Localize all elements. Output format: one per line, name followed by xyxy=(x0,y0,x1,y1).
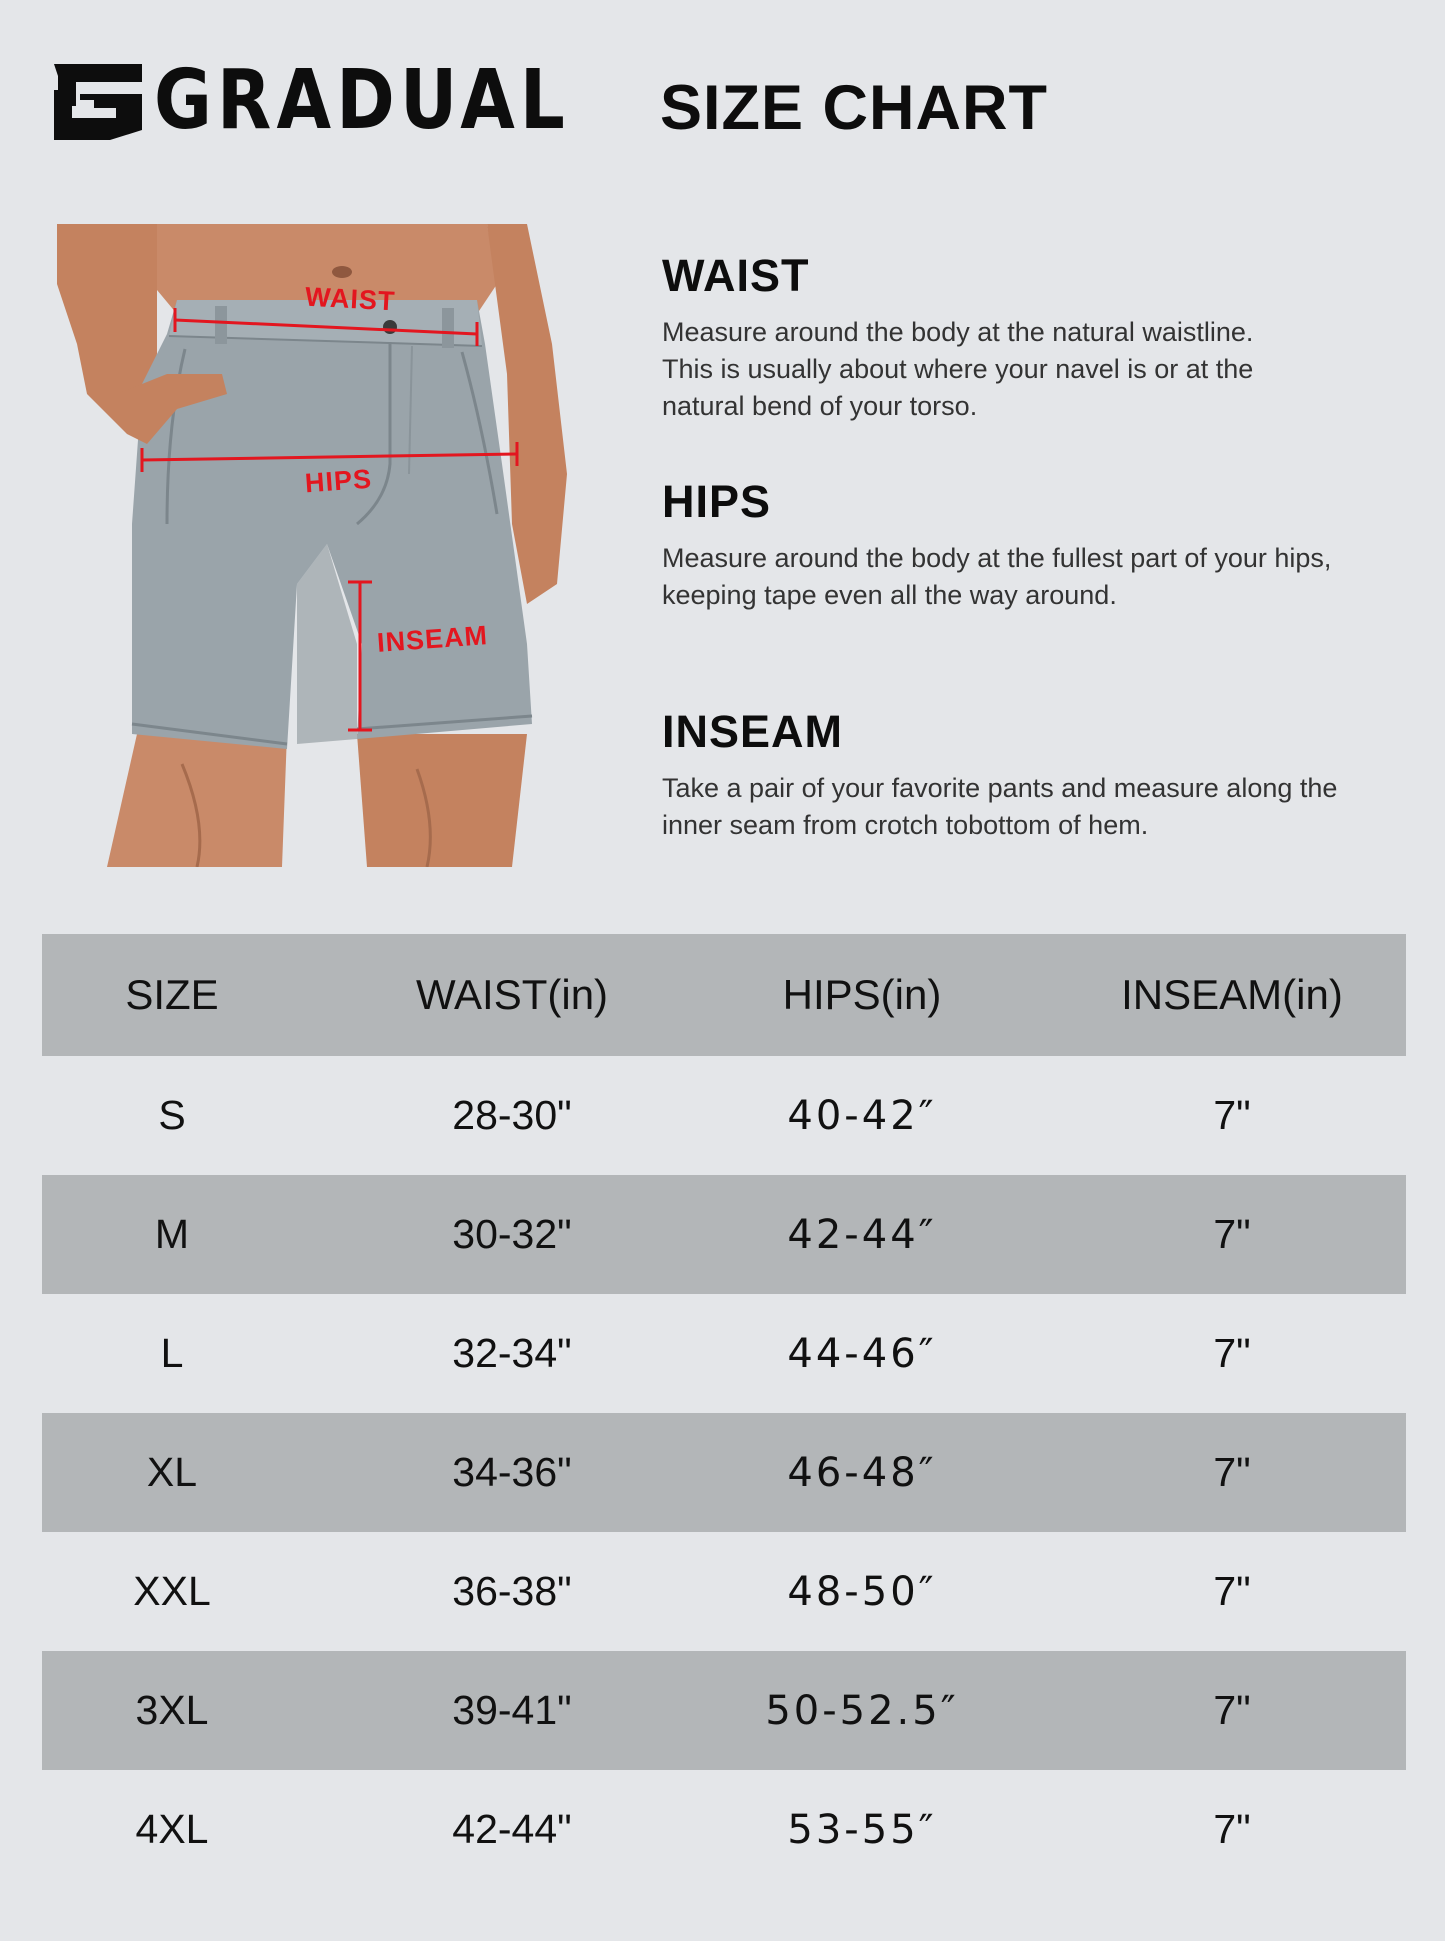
table-header-row xyxy=(42,934,1406,1056)
hips-measure-label: HIPS xyxy=(304,463,373,499)
inseam-cell: 7" xyxy=(1213,1568,1251,1614)
size-cell: 4XL xyxy=(135,1806,209,1852)
inseam-info-description xyxy=(662,770,1422,844)
table-row xyxy=(42,1056,1406,1175)
product-photo xyxy=(57,224,582,867)
table-row xyxy=(42,1294,1406,1413)
shorts-illustration xyxy=(57,224,582,867)
inseam-desc-line: Take a pair of your favorite pants and measure along the xyxy=(662,773,1338,803)
waist-info xyxy=(662,250,1422,425)
waist-cell: 30-32" xyxy=(452,1211,572,1257)
hips-cell: 50-52.5″ xyxy=(765,1687,959,1734)
size-cell: S xyxy=(158,1092,186,1138)
size-cell: M xyxy=(154,1211,190,1257)
inseam-info-title: INSEAM xyxy=(662,706,844,757)
waist-cell: 36-38" xyxy=(452,1568,572,1614)
waist-info-description xyxy=(662,314,1422,425)
hips-desc-line: Measure around the body at the fullest part of your hips, xyxy=(662,543,1332,573)
header-waist: WAIST(in) xyxy=(415,971,609,1018)
waist-info-title: WAIST xyxy=(662,250,810,301)
hips-cell: 40-42″ xyxy=(787,1092,937,1139)
table-row xyxy=(42,1532,1406,1651)
hips-info-title: HIPS xyxy=(662,476,772,527)
brand-name: GRADUAL xyxy=(154,53,571,148)
header-inseam: INSEAM(in) xyxy=(1121,971,1343,1018)
size-cell: 3XL xyxy=(135,1687,209,1733)
inseam-cell: 7" xyxy=(1213,1806,1251,1852)
waist-desc-line: Measure around the body at the natural waistline. xyxy=(662,317,1254,347)
waist-desc-line: This is usually about where your navel is or at the xyxy=(662,354,1254,384)
size-cell: XXL xyxy=(133,1568,211,1614)
table-row xyxy=(42,1651,1406,1770)
hips-cell: 44-46″ xyxy=(787,1330,937,1377)
inseam-cell: 7" xyxy=(1213,1449,1251,1495)
inseam-cell: 7" xyxy=(1213,1330,1251,1376)
hips-info xyxy=(662,476,1422,614)
header-hips: HIPS(in) xyxy=(782,971,942,1018)
header xyxy=(0,0,1445,200)
inseam-info xyxy=(662,706,1422,844)
table-row xyxy=(42,1175,1406,1294)
inseam-cell: 7" xyxy=(1213,1211,1251,1257)
inseam-cell: 7" xyxy=(1213,1092,1251,1138)
brand-logo xyxy=(50,53,638,148)
waist-cell: 32-34" xyxy=(452,1330,572,1376)
waist-cell: 28-30" xyxy=(452,1092,572,1138)
gradual-g-logo-icon xyxy=(50,60,146,142)
hips-info-description xyxy=(662,540,1422,614)
page-title: SIZE CHART xyxy=(660,73,1048,143)
table-row xyxy=(42,1770,1406,1889)
size-cell: XL xyxy=(146,1449,198,1495)
hips-cell: 53-55″ xyxy=(787,1806,937,1853)
waist-cell: 34-36" xyxy=(452,1449,572,1495)
waist-cell: 42-44" xyxy=(452,1806,572,1852)
size-cell: L xyxy=(160,1330,184,1376)
waist-cell: 39-41" xyxy=(452,1687,572,1733)
size-table xyxy=(42,934,1406,1889)
table-row xyxy=(42,1413,1406,1532)
hips-cell: 42-44″ xyxy=(787,1211,937,1258)
waist-desc-line: natural bend of your torso. xyxy=(662,391,978,421)
inseam-desc-line: inner seam from crotch tobottom of hem. xyxy=(662,810,1149,840)
hips-cell: 48-50″ xyxy=(787,1568,937,1615)
hips-desc-line: keeping tape even all the way around. xyxy=(662,580,1117,610)
inseam-cell: 7" xyxy=(1213,1687,1251,1733)
waist-measure-label: WAIST xyxy=(304,281,397,317)
header-size: SIZE xyxy=(125,971,219,1018)
hips-cell: 46-48″ xyxy=(787,1449,937,1496)
inseam-measure-label: INSEAM xyxy=(376,620,489,658)
